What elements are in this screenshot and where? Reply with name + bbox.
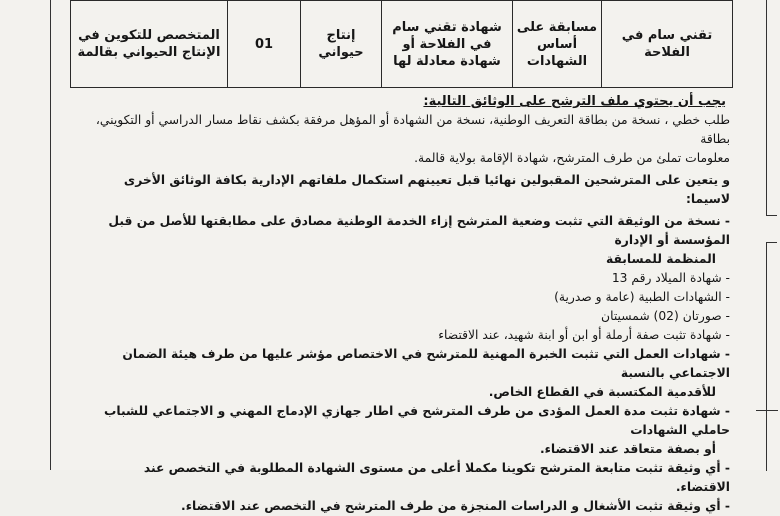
table-cell-positions-count: 01	[228, 1, 301, 88]
list-item: - أي وثيقة تثبت الأشغال و الدراسات المنجزة من طرف المترشح في التخصص عند الاقتضاء.	[181, 499, 730, 513]
section-heading: يجب أن يحتوي ملف الترشح على الوثائق التالية:	[423, 94, 726, 109]
list-item: - شهادات العمل التي تثبت الخبرة المهنية للمترشح في الاختصاص مؤشر عليها من طرف هيئة الضمان الاجتماعي بالنسبة	[122, 347, 730, 380]
table-row	[71, 1, 733, 88]
document-body	[86, 92, 730, 516]
right-frame-fragment	[756, 404, 778, 411]
right-margin	[742, 0, 780, 470]
table-cell-grade: تقني سام في الفلاحة	[602, 1, 733, 88]
list-item: - صورتان (02) شمسيتان	[601, 309, 730, 323]
list-item: - الشهادات الطبية (عامة و صدرية)	[554, 290, 730, 304]
list-item: - شهادة الميلاد رقم 13	[611, 271, 730, 285]
right-frame-top	[766, 0, 777, 216]
list-item: - شهادة تثبت صفة أرملة أو ابن أو ابنة شهيد، عند الاقتضاء	[438, 328, 730, 342]
intro-line-2: معلومات تملئ من طرف المترشح، شهادة الإقامة بولاية قالمة.	[414, 151, 730, 165]
left-border-line	[50, 0, 51, 470]
positions-table	[70, 0, 733, 88]
table-cell-qualification: شهادة تقني سام في الفلاحة أو شهادة معادلة لها	[382, 1, 513, 88]
list-item: أو بصفة متعاقد عند الاقتضاء.	[539, 442, 716, 456]
notice-line: و يتعين على المترشحين المقبولين نهائيا قبل تعيينهم استكمال ملفاتهم الإدارية بكافة الوثائق الأخرى لاسيما:	[123, 173, 730, 206]
list-item: - شهادة تثبت مدة العمل المؤدى من طرف المترشح في اطار جهازي الإدماج المهني و الاجتماعي للشباب حاملي الشهادات	[103, 404, 730, 437]
left-margin	[0, 0, 70, 470]
table-cell-recruitment-mode: مسابقة على أساس الشهادات	[513, 1, 602, 88]
list-item: - نسخة من الوثيقة التي تثبت وضعية المترشح إزاء الخدمة الوطنية مصادق على مطابقتها للأصل من قبل المؤسسة أو الإدارة	[108, 214, 730, 247]
intro-line-1: طلب خطي ، نسخة من بطاقة التعريف الوطنية، نسخة من الشهادة أو المؤهل مرفقة بكشف نقاط مسار الدراسي أو التكويني، بطاقة	[95, 113, 730, 146]
list-item: - أي وثيقة تثبت متابعة المترشح تكوينا مكملا أعلى من مستوى الشهادة المطلوبة في التخصص عند الاقتضاء.	[143, 461, 730, 494]
list-item: المنظمة للمسابقة	[606, 252, 716, 266]
table-cell-specialty: إنتاج حيواني	[301, 1, 382, 88]
table-cell-institution: المتخصص للتكوين في الإنتاج الحيواني بقالمة	[71, 1, 228, 88]
right-frame-bottom	[766, 242, 777, 471]
list-item: للأقدمية المكتسبة في القطاع الخاص.	[488, 385, 716, 399]
